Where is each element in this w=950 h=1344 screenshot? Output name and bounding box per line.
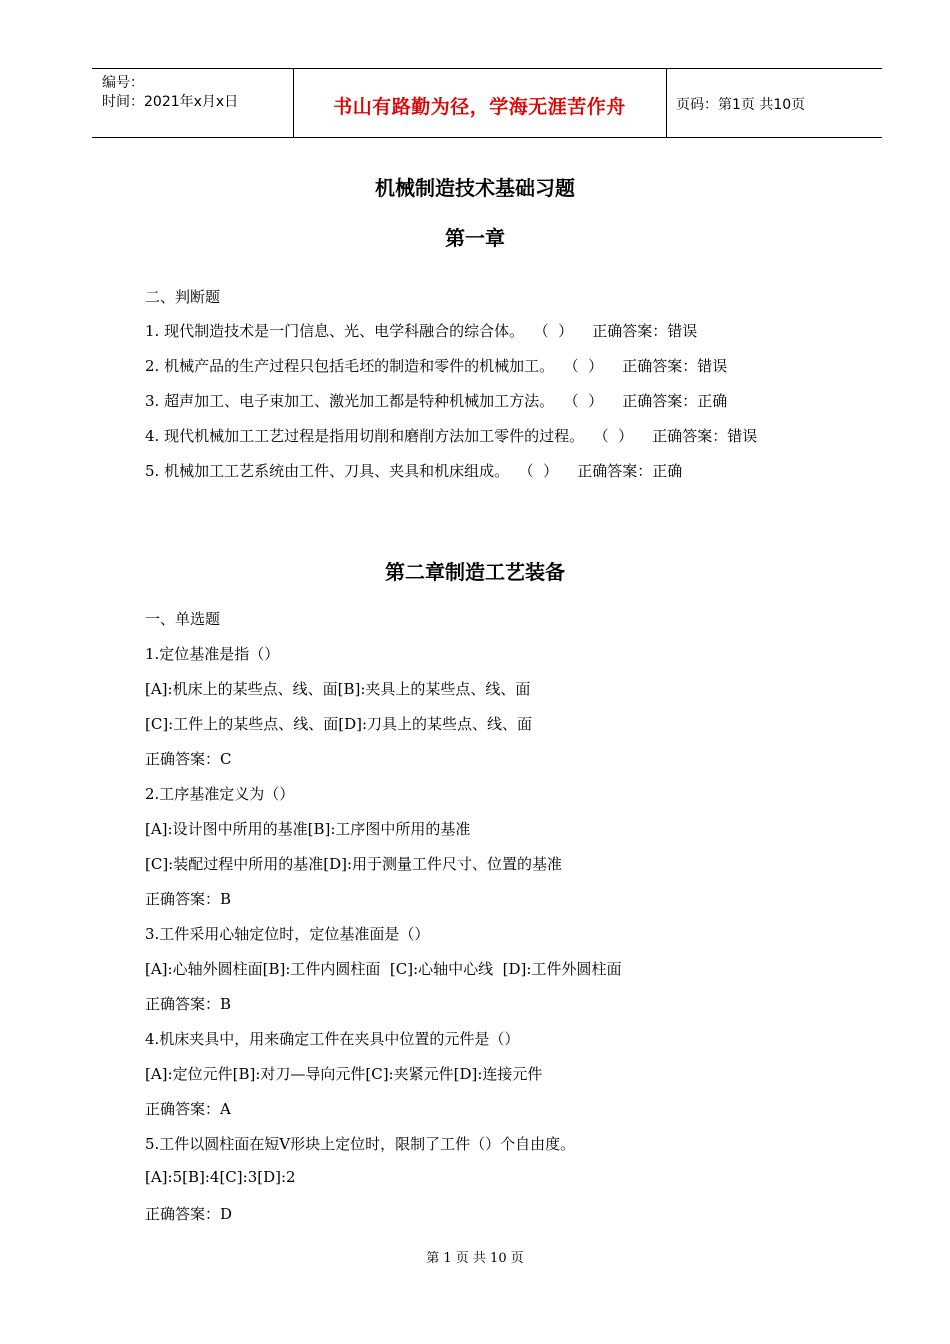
page-header — [92, 68, 882, 138]
ch2-section-heading: 一、单选题 — [145, 610, 221, 628]
chapter1-title: 第一章 — [445, 226, 505, 250]
ch2-line: [A]:心轴外圆柱面[B]:工件内圆柱面 [C]:心轴中心线 [D]:工件外圆柱面 — [145, 960, 622, 978]
header-page-label: 页码：第1页 共10页 — [676, 97, 806, 113]
ch1-question: 2. 机械产品的生产过程只包括毛坯的制造和零件的机械加工。 （ ） 正确答案：错误 — [145, 357, 728, 375]
header-motto: 书山有路勤为径，学海无涯苦作舟 — [333, 96, 626, 118]
ch2-line: [A]:设计图中所用的基准[B]:工序图中所用的基准 — [145, 820, 471, 838]
ch1-section-heading: 二、判断题 — [145, 288, 221, 306]
ch2-line: 4.机床夹具中，用来确定工件在夹具中位置的元件是（） — [145, 1030, 520, 1048]
chapter2-title: 第二章制造工艺装备 — [385, 560, 565, 584]
ch1-question: 5. 机械加工工艺系统由工件、刀具、夹具和机床组成。 （ ） 正确答案：正确 — [145, 462, 683, 480]
ch2-line: 5.工件以圆柱面在短V形块上定位时，限制了工件（）个自由度。 — [145, 1135, 576, 1153]
ch2-line: 2.工序基准定义为（） — [145, 785, 295, 803]
ch2-line: [C]:装配过程中所用的基准[D]:用于测量工件尺寸、位置的基准 — [145, 855, 563, 873]
ch2-line: [A]:5[B]:4[C]:3[D]:2 — [145, 1168, 296, 1186]
doc-title: 机械制造技术基础习题 — [375, 176, 575, 200]
ch2-line: 3.工件采用心轴定位时，定位基准面是（） — [145, 925, 430, 943]
header-code-label: 编号： — [102, 75, 144, 91]
ch2-line: [A]:机床上的某些点、线、面[B]:夹具上的某些点、线、面 — [145, 680, 531, 698]
ch2-line: [C]:工件上的某些点、线、面[D]:刀具上的某些点、线、面 — [145, 715, 533, 733]
ch2-line: 正确答案：B — [145, 995, 232, 1013]
header-time-label: 时间：2021年x月x日 — [102, 94, 239, 110]
ch1-question: 1. 现代制造技术是一门信息、光、电学科融合的综合体。 （ ） 正确答案：错误 — [145, 322, 698, 340]
ch1-question: 4. 现代机械加工工艺过程是指用切削和磨削方法加工零件的过程。 （ ） 正确答案：错误 — [145, 427, 758, 445]
ch2-line: 正确答案：A — [145, 1100, 231, 1118]
ch2-line: 正确答案：B — [145, 890, 232, 908]
header-divider — [666, 69, 667, 137]
ch2-line: [A]:定位元件[B]:对刀—导向元件[C]:夹紧元件[D]:连接元件 — [145, 1065, 543, 1083]
ch2-line: 正确答案：D — [145, 1205, 233, 1223]
page-footer: 第 1 页 共 10 页 — [426, 1251, 524, 1266]
ch2-line: 正确答案：C — [145, 750, 232, 768]
ch2-line: 1.定位基准是指（） — [145, 645, 280, 663]
ch1-question: 3. 超声加工、电子束加工、激光加工都是特种机械加工方法。 （ ） 正确答案：正确 — [145, 392, 728, 410]
